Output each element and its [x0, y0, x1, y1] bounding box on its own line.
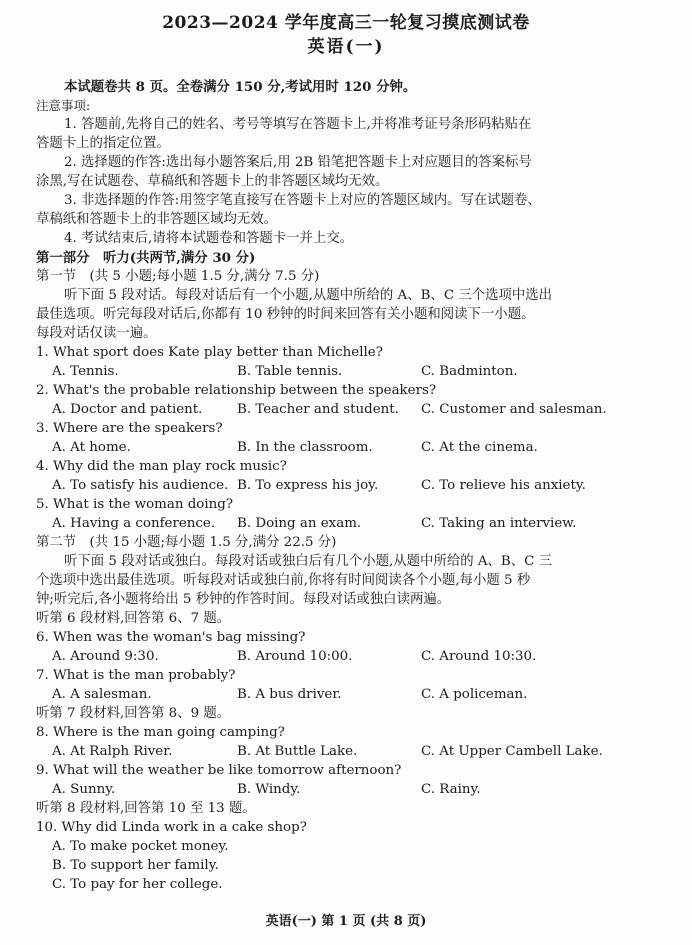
option-c: C. Taking an interview.	[421, 516, 577, 531]
option-b: B. Doing an exam.	[237, 516, 362, 531]
notice-4: 4. 考试结束后,请将本试题卷和答题卡一并上交。	[64, 231, 354, 246]
option-b: B. Around 10:00.	[237, 649, 353, 664]
notice-3b: 草稿纸和答题卡上的非答题区域均无效。	[36, 212, 278, 227]
material-7-note: 听第 7 段材料,回答第 8、9 题。	[36, 706, 231, 721]
notice-title: 注意事项:	[36, 98, 91, 113]
question-stem: 1. What sport does Kate play better than Michelle?	[36, 345, 383, 360]
section1-instructions-2: 最佳选项。听完每段对话后,你都有 10 秒钟的时间来回答有关小题和阅读下一小题。	[36, 307, 535, 322]
option-a: A. Having a conference.	[52, 516, 216, 531]
question-stem: 8. Where is the man going camping?	[36, 725, 285, 740]
option-c: C. Around 10:30.	[421, 649, 537, 664]
question-stem: 3. Where are the speakers?	[36, 421, 223, 436]
material-8-note: 听第 8 段材料,回答第 10 至 13 题。	[36, 801, 256, 816]
notice-3a: 3. 非选择题的作答:用签字笔直接写在答题卡上对应的答题区域内。写在试题卷、	[64, 193, 541, 208]
option-a: A. Sunny.	[52, 782, 116, 797]
intro-summary: 本试题卷共 8 页。全卷满分 150 分,考试用时 120 分钟。	[64, 79, 417, 95]
section2-instructions-1: 听下面 5 段对话或独白。每段对话或独白后有几个小题,从题中所给的 A、B、C 三	[64, 554, 553, 569]
question-stem: 7. What is the man probably?	[36, 668, 236, 683]
option-a: A. Around 9:30.	[52, 649, 159, 664]
question-stem: 9. What will the weather be like tomorrow afternoon?	[36, 763, 402, 778]
section1-title: 第一节 (共 5 小题;每小题 1.5 分,满分 7.5 分)	[36, 269, 320, 284]
option-c: C. At the cinema.	[421, 440, 538, 455]
question-stem: 6. When was the woman's bag missing?	[36, 630, 306, 645]
option-b: B. To support her family.	[52, 858, 219, 873]
section2-instructions-3: 钟;听完后,各小题将给出 5 秒钟的作答时间。每段对话或独白读两遍。	[36, 592, 451, 607]
option-b: B. Table tennis.	[237, 364, 343, 379]
option-c: C. A policeman.	[421, 687, 528, 702]
page-footer: 英语(一) 第 1 页 (共 8 页)	[265, 914, 427, 929]
option-c: C. At Upper Cambell Lake.	[421, 744, 603, 759]
option-b: B. A bus driver.	[237, 687, 342, 702]
option-a: A. Doctor and patient.	[52, 402, 203, 417]
option-b: B. At Buttle Lake.	[237, 744, 358, 759]
notice-2b: 涂黑,写在试题卷、草稿纸和答题卡上的非答题区域均无效。	[36, 174, 389, 189]
notice-2a: 2. 选择题的作答:选出每小题答案后,用 2B 铅笔把答题卡上对应题目的答案标号	[64, 155, 532, 170]
question-stem: 5. What is the woman doing?	[36, 497, 234, 512]
option-a: A. To make pocket money.	[52, 839, 229, 854]
notice-1b: 答题卡上的指定位置。	[36, 136, 170, 151]
option-b: B. Teacher and student.	[237, 402, 399, 417]
option-c: C. To relieve his anxiety.	[421, 478, 586, 493]
option-a: A. Tennis.	[52, 364, 119, 379]
question-stem: 2. What's the probable relationship between the speakers?	[36, 383, 437, 398]
option-a: A. At Ralph River.	[52, 744, 173, 759]
section1-instructions-3: 每段对话仅读一遍。	[36, 326, 157, 341]
exam-title: 2023—2024 学年度高三一轮复习摸底测试卷	[162, 13, 530, 33]
question-stem: 4. Why did the man play rock music?	[36, 459, 287, 474]
option-c: C. Customer and salesman.	[421, 402, 607, 417]
option-b: B. To express his joy.	[237, 478, 379, 493]
option-a: A. A salesman.	[52, 687, 152, 702]
option-b: B. In the classroom.	[237, 440, 373, 455]
option-c: C. Badminton.	[421, 364, 518, 379]
option-a: A. At home.	[52, 440, 131, 455]
option-a: A. To satisfy his audience.	[52, 478, 229, 493]
option-b: B. Windy.	[237, 782, 301, 797]
question-stem: 10. Why did Linda work in a cake shop?	[36, 820, 307, 835]
section2-instructions-2: 个选项中选出最佳选项。听每段对话或独白前,你将有时间阅读各个小题,每小题 5 秒	[36, 573, 531, 588]
option-c: C. To pay for her college.	[52, 877, 223, 892]
section2-title: 第二节 (共 15 小题;每小题 1.5 分,满分 22.5 分)	[36, 535, 337, 550]
notice-1a: 1. 答题前,先将自己的姓名、考号等填写在答题卡上,并将准考证号条形码粘贴在	[64, 117, 532, 132]
part1-title: 第一部分 听力(共两节,满分 30 分)	[36, 250, 256, 266]
material-6-note: 听第 6 段材料,回答第 6、7 题。	[36, 611, 231, 626]
option-c: C. Rainy.	[421, 782, 481, 797]
section1-instructions-1: 听下面 5 段对话。每段对话后有一个小题,从题中所给的 A、B、C 三个选项中选出	[64, 288, 553, 303]
exam-subtitle: 英语(一)	[307, 37, 385, 57]
